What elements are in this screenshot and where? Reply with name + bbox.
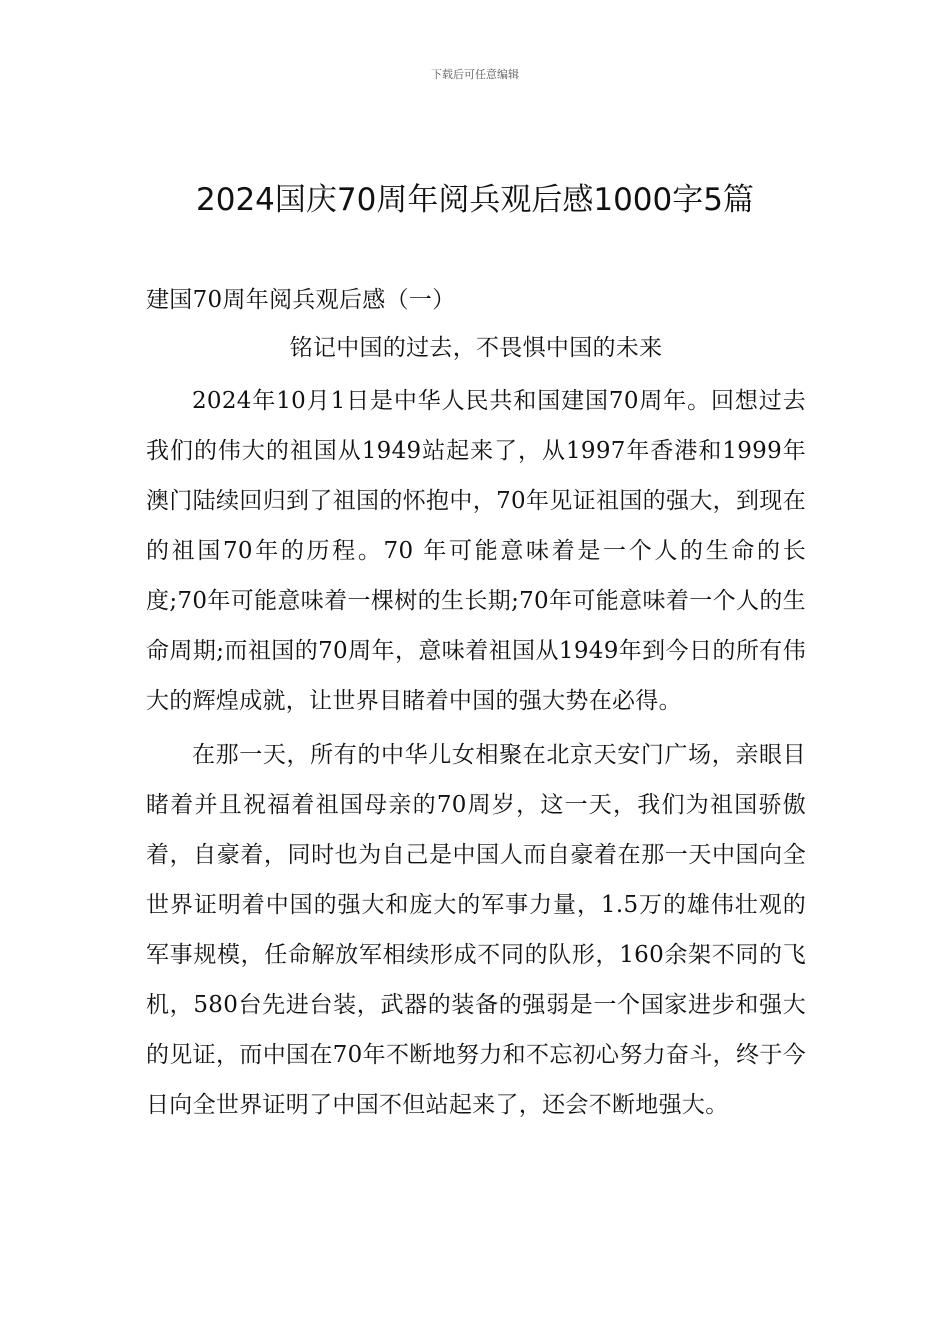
paragraph-1: 2024年10月1日是中华人民共和国建国70周年。回想过去我们的伟大的祖国从1949站起来了，从1997年香港和1999年澳门陆续回归到了祖国的怀抱中，70年见证祖国的强大，到现在的祖国70年的历程。70 年可能意味着是一个人的生命的长度;70年可能意味着一棵树的生长期;70年可能意味着一个人的生命周期;而祖国的70周年，意味着祖国从1949年到今日的所有伟大的辉煌成就，让世界目睹着中国的强大势在必得。	[146, 388, 806, 714]
section-subtitle: 铭记中国的过去，不畏惧中国的未来	[289, 335, 663, 361]
section-heading: 建国70周年阅兵观后感（一）	[146, 287, 456, 313]
document-title: 2024国庆70周年阅兵观后感1000字5篇	[196, 182, 754, 218]
watermark-text: 下载后可任意编辑	[431, 68, 519, 81]
paragraph-2: 在那一天，所有的中华儿女相聚在北京天安门广场，亲眼目睹着并且祝福着祖国母亲的70周岁，这一天，我们为祖国骄傲着，自豪着，同时也为自己是中国人而自豪着在那一天中国向全世界证明着中国的强大和庞大的军事力量，1.5万的雄伟壮观的军事规模，任命解放军相续形成不同的队形，160余架不同的飞机，580台先进台装，武器的装备的强弱是一个国家进步和强大的见证，而中国在70年不断地努力和不忘初心努力奋斗，终于今日向全世界证明了中国不但站起来了，还会不断地强大。	[146, 742, 806, 1118]
document-body	[146, 280, 806, 1130]
